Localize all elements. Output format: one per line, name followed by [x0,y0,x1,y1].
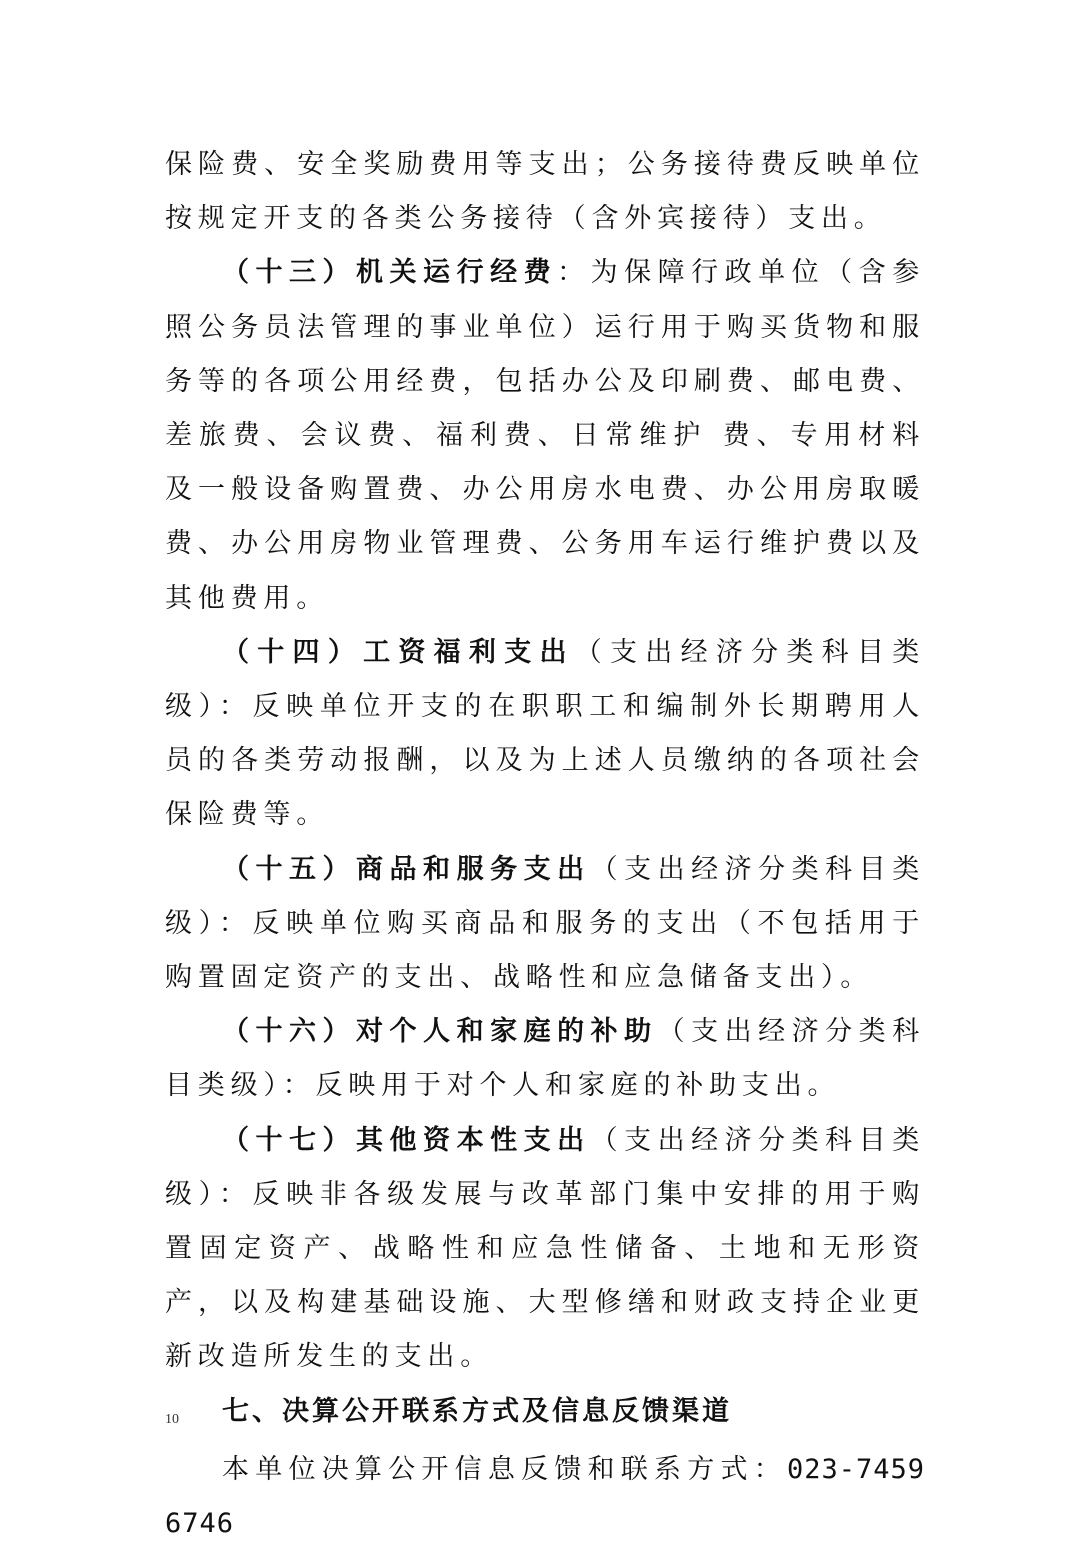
paragraph-text: 反映单位开支的在职职工和编制外长期聘用人员的各类劳动报酬，以及为上述人员缴纳的各项社会保险费等。 [165,691,926,831]
contact-paragraph [165,1443,925,1551]
item-heading-15: （十五）商品和服务支出 [222,853,591,885]
item-heading-14: （十四）工资福利支出 [222,636,575,668]
item-heading-17: （十七）其他资本性支出 [222,1124,591,1156]
page-number: 10 [165,1412,179,1427]
heading-qualifier: （支出经济分类科目类级）： [165,1124,925,1210]
section-heading: 七、决算公开联系方式及信息反馈渠道 [222,1395,732,1427]
paragraph-text: 为保障行政单位（含参照公务员法管理的事业单位）运行用于购买货物和服务等的各项公用经费，包括办公及印刷费、邮电费、差旅费、会议费、福利费、日常维护 费、专用材料及一般设备购置费、办公用房水电费、办公用房取暖费、办公用房物业管理费、公务用车运行维护费以及其他费用。 [165,257,925,614]
heading-separator: ： [557,257,591,289]
document-body [165,138,925,1551]
paragraph-insurance-reception [165,138,925,246]
contact-phone: 023-74596746 [165,1453,925,1540]
paragraph-goods-services [165,843,925,1006]
paragraph-operating-expenses [165,246,925,625]
paragraph-text: 反映非各级发展与改革部门集中安排的用于购置固定资产、战略性和应急性储备、土地和无形资产，以及构建基础设施、大型修缮和财政支持企业更新改造所发生的支出。 [165,1178,926,1373]
contact-label: 本单位决算公开信息反馈和联系方式： [222,1453,787,1485]
paragraph-household-subsidies [165,1005,925,1113]
paragraph-other-capital [165,1114,925,1385]
paragraph-salary-welfare [165,626,925,843]
heading-qualifier: （支出经济分类科目类级）： [165,1016,925,1102]
paragraph-text: 反映用于对个人和家庭的补助支出。 [315,1070,841,1102]
paragraph-text: 保险费、安全奖励费用等支出；公务接待费反映单位按规定开支的各类公务接待（含外宾接待）支出。 [165,149,925,235]
paragraph-text: 反映单位购买商品和服务的支出（不包括用于购置固定资产的支出、战略性和应急储备支出）。 [165,907,926,994]
heading-qualifier: （支出经济分类科目类级）： [165,636,926,723]
item-heading-16: （十六）对个人和家庭的补助 [222,1016,658,1048]
heading-qualifier: （支出经济分类科目类级）： [165,853,925,939]
item-heading-13: （十三）机关运行经费 [222,257,558,289]
